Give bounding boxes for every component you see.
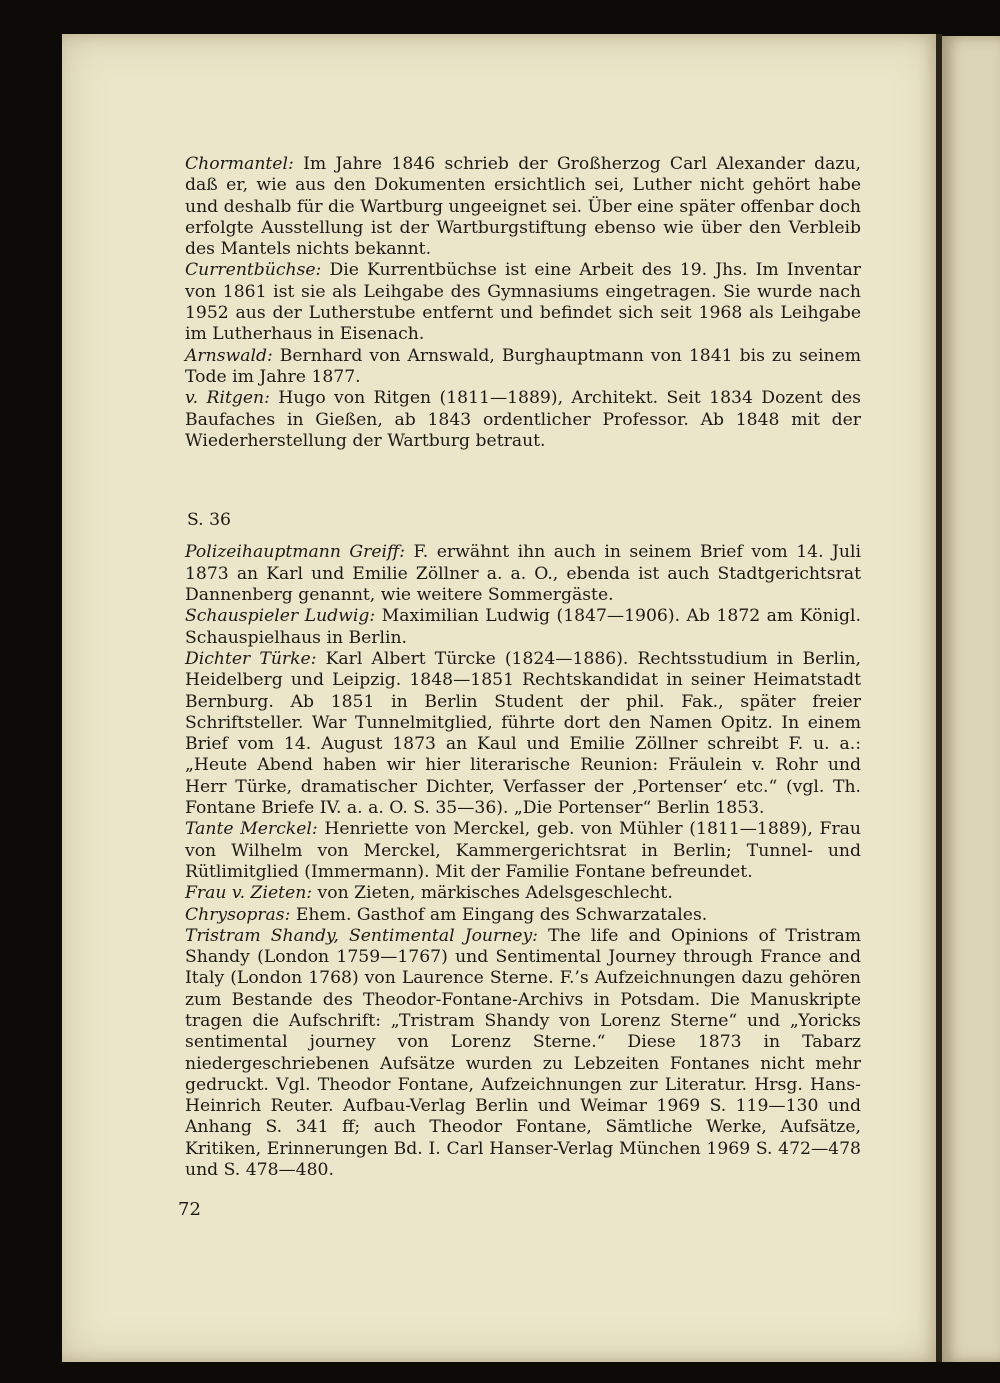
annotation-entry	[185, 649, 861, 819]
entry-term: Polizeihauptmann Greiff:	[185, 542, 406, 563]
entry-term: Schauspieler Ludwig:	[185, 606, 376, 627]
annotation-entry	[185, 388, 861, 452]
annotation-entry	[185, 154, 861, 260]
entry-term: Tristram Shandy, Sentimental Journey:	[185, 925, 538, 946]
entry-term: Chormantel:	[185, 154, 294, 174]
annotation-block-two	[185, 542, 861, 1181]
annotation-entry	[185, 883, 861, 904]
entry-text: von Zieten, märkisches Adelsgeschlecht.	[312, 883, 673, 904]
annotation-block-one	[185, 154, 861, 452]
entry-text: Ehem. Gasthof am Eingang des Schwarzatales.	[290, 904, 708, 925]
entry-text: Maximilian Ludwig (1847—1906). Ab 1872 am Königl. Schauspielhaus in Berlin.	[185, 606, 861, 648]
entry-term: Tante Merckel:	[185, 819, 318, 840]
annotation-entry	[185, 606, 861, 649]
entry-term: v. Ritgen:	[185, 388, 270, 409]
annotation-entry	[185, 819, 861, 883]
facing-page-edge	[942, 36, 1000, 1362]
annotation-entry	[185, 905, 861, 926]
entry-term: Arnswald:	[185, 345, 273, 366]
annotation-entry	[185, 926, 861, 1182]
entry-text: The life and Opinions of Tristram Shandy (London 1759—1767) und Sentimental Journey through France and Italy (London 1768) von Laurence Sterne. F.’s Aufzeichnungen dazu gehören zum Bestande des Theodor-Fontane-Archivs in Potsdam. Die Manuskripte tragen die Aufschrift: „Tristram Shandy von Lorenz Sterne“ und „Yoricks sentimental journey von Lorenz Sterne.“ Diese 1873 in Tabarz niedergeschriebenen Aufsätze wurden zu Lebzeiten Fontanes nicht mehr gedruckt. Vgl. Theodor Fontane, Aufzeichnungen zur Literatur. Hrsg. Hans-Heinrich Reuter. Aufbau-Verlag Berlin und Weimar 1969 S. 119—130 und Anhang S. 341 ff; auch Theodor Fontane, Sämtliche Werke, Aufsätze, Kritiken, Erinnerungen Bd. I. Carl Hanser-Verlag München 1969 S. 472—478 und S. 478—480.	[185, 925, 861, 1181]
entry-text: Henriette von Merckel, geb. von Mühler (1811—1889), Frau von Wilhelm von Merckel, Kammergerichtsrat in Berlin; Tunnel- und Rütlimitglied (Immermann). Mit der Familie Fontane befreundet.	[185, 819, 861, 882]
entry-term: Frau v. Zieten:	[185, 883, 313, 904]
annotation-entry	[185, 346, 861, 389]
entry-text: Im Jahre 1846 schrieb der Großherzog Carl Alexander dazu, daß er, wie aus den Dokumenten ersichtlich sei, Luther nicht gehört habe und deshalb für die Wartburg ungeeignet sei. Über eine später offenbar doch erfolgte Ausstellung ist der Wartburgstiftung ebenso wie über den Verbleib des Mantels nichts bekannt.	[185, 154, 861, 260]
page-text	[185, 154, 861, 1181]
annotation-entry	[185, 260, 861, 345]
page-number: 72	[178, 1199, 201, 1220]
entry-term: Currentbüchse:	[185, 260, 322, 281]
entry-term: Dichter Türke:	[185, 648, 317, 669]
entry-text: F. erwähnt ihn auch in seinem Brief vom 14. Juli 1873 an Karl und Emilie Zöllner a. a. O., ebenda ist auch Stadtgerichtsrat Dannenberg genannt, wie weitere Sommergäste.	[185, 542, 861, 606]
entry-text: Bernhard von Arnswald, Burghauptmann von 1841 bis zu seinem Tode im Jahre 1877.	[185, 345, 861, 387]
section-label: S. 36	[187, 510, 231, 531]
entry-text: Karl Albert Türcke (1824—1886). Rechtsstudium in Berlin, Heidelberg und Leipzig. 1848—1851 Rechtskandidat in seiner Heimatstadt Bernburg. Ab 1851 in Berlin Student der phil. Fak., später freier Schriftsteller. War Tunnelmitglied, führte dort den Namen Opitz. In einem Brief vom 14. August 1873 an Kaul und Emilie Zöllner schreibt F. u. a.: „Heute Abend haben wir hier literarische Reunion: Fräulein v. Rohr und Herr Türke, dramatischer Dichter, Verfasser der ‚Portenser‘ etc.“ (vgl. Th. Fontane Briefe IV. a. a. O. S. 35—36). „Die Portenser“ Berlin 1853.	[185, 648, 861, 819]
entry-term: Chrysopras:	[185, 904, 291, 925]
entry-text: Die Kurrentbüchse ist eine Arbeit des 19. Jhs. Im Inventar von 1861 ist sie als Leihgabe des Gymnasiums eingetragen. Sie wurde nach 1952 aus der Lutherstube entfernt und befindet sich seit 1968 als Leihgabe im Lutherhaus in Eisenach.	[185, 260, 861, 345]
entry-text: Hugo von Ritgen (1811—1889), Architekt. Seit 1834 Dozent des Baufaches in Gießen, ab 1843 ordentlicher Professor. Ab 1848 mit der Wiederherstellung der Wartburg betraut.	[185, 388, 861, 451]
annotation-entry	[185, 542, 861, 606]
